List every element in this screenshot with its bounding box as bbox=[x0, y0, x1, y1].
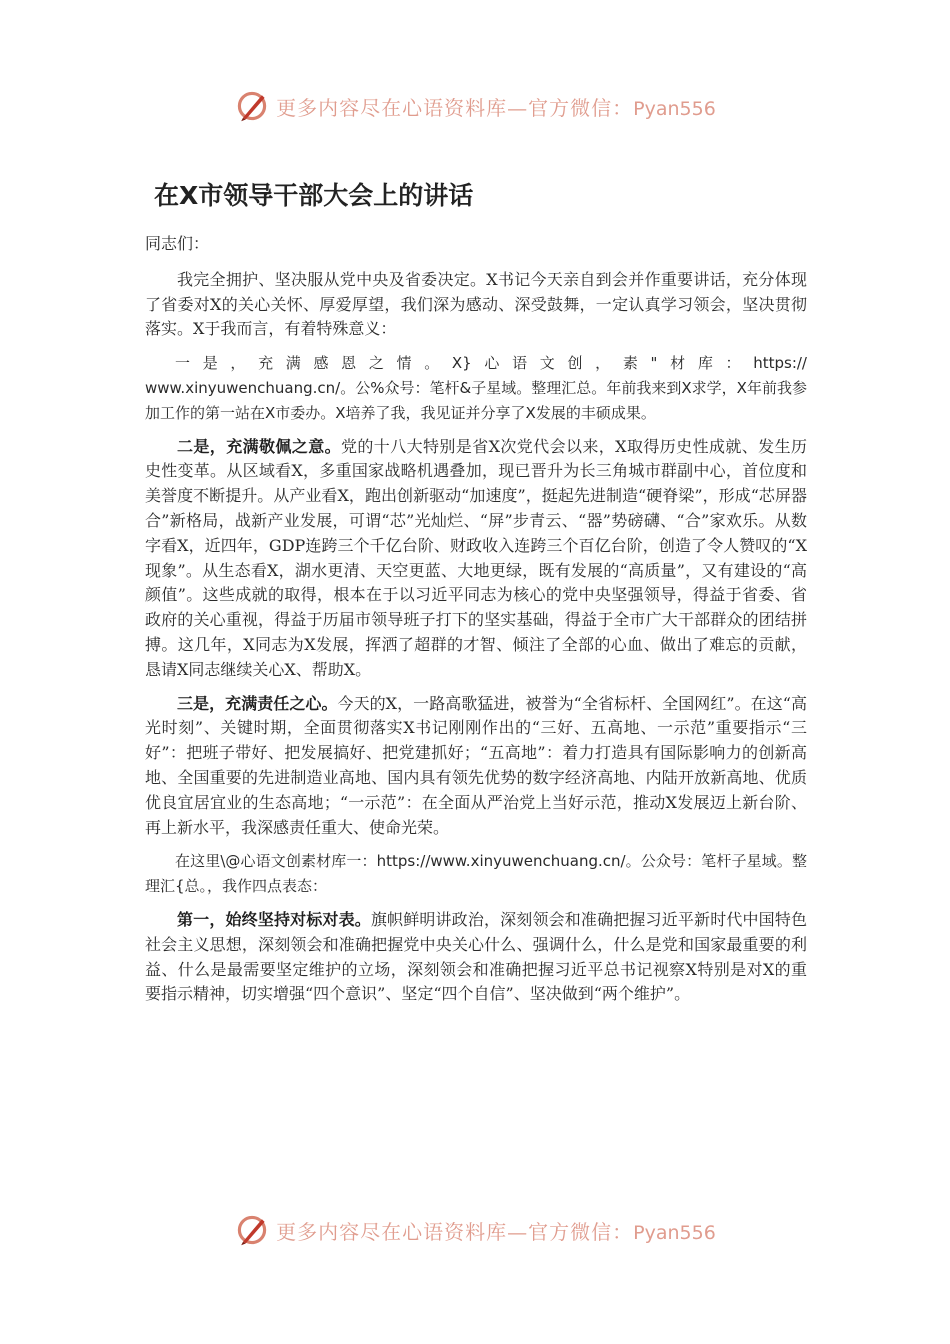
heading-third: 三是，充满责任之心。 bbox=[177, 693, 338, 713]
heading-second: 二是，充满敬佩之意。 bbox=[177, 436, 341, 456]
document-body bbox=[145, 232, 807, 1016]
banner-text: 更多内容尽在心语资料库—官方微信： bbox=[276, 1219, 634, 1244]
paragraph-second-text: 党的十八大特别是省X次党代会以来，X取得历史性成就、发生历史性变革。从区域看X，多重国家战略机遇叠加，现已晋升为长三角城市群副中心，首位度和美誉度不断提升。从产业看X，跑出创新驱动“加速度”，挺起先进制造“硬脊梁”，形成“芯屏器合”新格局，战新产业发展，可谓“芯”光灿烂、“屏”步青云、“器”势磅礴、“合”家欢乐。从数字看X，近四年，GDP连跨三个千亿台阶、财政收入连跨三个百亿台阶，创造了令人赞叹的“X现象”。从生态看X，湖水更清、天空更蓝、大地更绿，既有发展的“高质量”，又有建设的“高颜值”。这些成就的取得，根本在于以习近平同志为核心的党中央坚强领导，得益于省委、省政府的关心重视，得益于历届市领导班子打下的坚实基础，得益于全市广大干部群众的团结拼搏。这几年，X同志为X发展，挥洒了超群的才智、倾注了全部的心血、做出了难忘的贡献，恳请X同志继续关心X、帮助X。 bbox=[145, 436, 807, 679]
paragraph-second bbox=[145, 435, 807, 683]
page-title: 在X市领导干部大会上的讲话 bbox=[154, 181, 474, 210]
banner-text: 更多内容尽在心语资料库—官方微信： bbox=[276, 95, 634, 120]
paragraph-intro: 我完全拥护、坚决服从党中央及省委决定。X书记今天亲自到会并作重要讲话，充分体现了省委对X的关心关怀、厚爱厚望，我们深为感动、深受鼓舞，一定认真学习领会，坚决贯彻落实。X于我而言，有着特殊意义： bbox=[145, 269, 807, 339]
paragraph-statement: 在这里\@心语文创素材库一：https://www.xinyuwenchuang.cn/。公众号：笔杆子星域。整理汇{总。，我作四点表态： bbox=[145, 852, 807, 896]
paragraph-first-line: 一是，充满感恩之情。X}心语文创，素"材库：https:// bbox=[175, 354, 807, 373]
paragraph-third-text: 今天的X，一路高歌猛进，被誉为“全省标杆、全国网红”。在这“高光时刻”、关键时期，全面贯彻落实X书记刚刚作出的“三好、五高地、一示范”重要指示“三好”：把班子带好、把发展搞好、把党建抓好；“五高地”：着力打造具有国际影响力的创新高地、全国重要的先进制造业高地、国内具有领先优势的数字经济高地、内陆开放新高地、优质优良宜居宜业的生态高地；“一示范”：在全面从严治党上当好示范，推动X发展迈上新台阶、再上新水平，我深感责任重大、使命光荣。 bbox=[145, 693, 807, 837]
salutation: 同志们： bbox=[145, 234, 210, 253]
banner-code: Pyan556 bbox=[633, 1221, 716, 1244]
footer-banner bbox=[0, 1208, 950, 1252]
paragraph-third bbox=[145, 692, 807, 841]
pen-logo-icon bbox=[234, 1212, 270, 1248]
paragraph-point-one bbox=[145, 908, 807, 1007]
pen-logo-icon bbox=[234, 88, 270, 124]
header-banner bbox=[0, 84, 950, 128]
paragraph-first-rest: www.xinyuwenchuang.cn/。公%众号：笔杆&子星域。整理汇总。年前我来到X求学，X年前我参加工作的第一站在X市委办。X培养了我，我见证并分享了X发展的丰硕成果。 bbox=[145, 378, 807, 422]
paragraph-point-one-text: 旗帜鲜明讲政治，深刻领会和准确把握习近平新时代中国特色社会主义思想，深刻领会和准确把握党中央关心什么、强调什么，什么是党和国家最重要的利益、什么是最需要坚定维护的立场，深刻领会和准确把握习近平总书记视察X特别是对X的重要指示精神，切实增强“四个意识”、坚定“四个自信”、坚决做到“两个维护”。 bbox=[145, 909, 807, 1004]
banner-code: Pyan556 bbox=[633, 97, 716, 120]
heading-point-one: 第一，始终坚持对标对表。 bbox=[177, 909, 371, 929]
